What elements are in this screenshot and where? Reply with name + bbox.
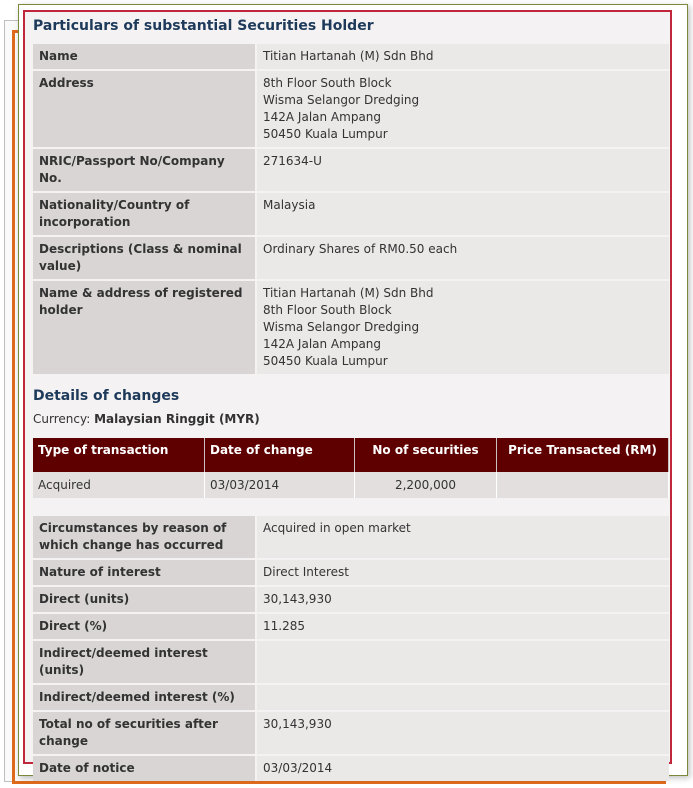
detail-value-line: Wisma Selangor Dredging — [263, 320, 420, 334]
detail-value-line: 142A Jalan Ampang — [263, 337, 382, 351]
col-header-price: Price Transacted (RM) — [497, 438, 669, 472]
detail-value-line: Malaysia — [263, 198, 316, 212]
detail-value-line: 50450 Kuala Lumpur — [263, 354, 388, 368]
currency-label: Currency: — [33, 412, 91, 426]
detail-label: Indirect/deemed interest (%) — [33, 685, 255, 710]
detail-value — [255, 641, 669, 683]
detail-value-line: Ordinary Shares of RM0.50 each — [263, 242, 458, 256]
particulars-table — [33, 42, 669, 376]
detail-label: Address — [33, 71, 255, 147]
detail-value-line: 50450 Kuala Lumpur — [263, 127, 388, 141]
change-details-table — [33, 514, 669, 783]
detail-label: Date of notice — [33, 756, 255, 781]
detail-row — [33, 560, 669, 585]
detail-row — [33, 641, 669, 683]
detail-label: Nature of interest — [33, 560, 255, 585]
detail-row — [33, 516, 669, 558]
announcement-panel — [23, 10, 672, 775]
detail-value-line: Acquired in open market — [263, 521, 411, 535]
detail-row — [33, 614, 669, 639]
detail-row — [33, 193, 669, 235]
detail-value — [255, 756, 669, 781]
detail-value-line: 142A Jalan Ampang — [263, 110, 382, 124]
detail-value-line: Titian Hartanah (M) Sdn Bhd — [263, 49, 434, 63]
particulars-heading: Particulars of substantial Securities Holder — [33, 18, 374, 34]
detail-label: Name & address of registered holder — [33, 281, 255, 374]
detail-value — [255, 614, 669, 639]
table-row — [33, 472, 669, 498]
detail-row — [33, 281, 669, 374]
detail-row — [33, 756, 669, 781]
transactions-table — [33, 438, 669, 498]
detail-value-line: 11.285 — [263, 619, 305, 633]
detail-value-line: 30,143,930 — [263, 717, 332, 731]
detail-value — [255, 712, 669, 754]
detail-value-line: Direct Interest — [263, 565, 349, 579]
cell-type: Acquired — [33, 472, 205, 498]
detail-label: Direct (%) — [33, 614, 255, 639]
detail-label: Name — [33, 44, 255, 69]
detail-value-line: Wisma Selangor Dredging — [263, 93, 420, 107]
col-header-date: Date of change — [205, 438, 355, 472]
currency-line — [33, 412, 668, 426]
detail-label: Circumstances by reason of which change has occurred — [33, 516, 255, 558]
detail-label: NRIC/Passport No/Company No. — [33, 149, 255, 191]
detail-value-line: 03/03/2014 — [263, 761, 333, 775]
detail-label: Descriptions (Class & nominal value) — [33, 237, 255, 279]
detail-value — [255, 71, 669, 147]
detail-row — [33, 71, 669, 147]
col-header-securities: No of securities — [355, 438, 497, 472]
detail-value — [255, 685, 669, 710]
cell-price — [497, 472, 669, 498]
detail-label: Indirect/deemed interest (units) — [33, 641, 255, 683]
detail-row — [33, 44, 669, 69]
currency-value: Malaysian Ringgit (MYR) — [94, 412, 260, 426]
detail-value — [255, 237, 669, 279]
detail-value — [255, 193, 669, 235]
detail-value — [255, 44, 669, 69]
detail-value — [255, 149, 669, 191]
detail-value — [255, 560, 669, 585]
details-heading: Details of changes — [33, 388, 180, 404]
detail-value-line: Titian Hartanah (M) Sdn Bhd — [263, 286, 434, 300]
detail-value-line: 8th Floor South Block — [263, 303, 392, 317]
detail-row — [33, 149, 669, 191]
detail-value — [255, 587, 669, 612]
detail-row — [33, 712, 669, 754]
cell-date: 03/03/2014 — [205, 472, 355, 498]
detail-row — [33, 587, 669, 612]
detail-value-line: 30,143,930 — [263, 592, 332, 606]
detail-value — [255, 516, 669, 558]
col-header-type: Type of transaction — [33, 438, 205, 472]
detail-label: Total no of securities after change — [33, 712, 255, 754]
detail-value — [255, 281, 669, 374]
detail-value-line: 8th Floor South Block — [263, 76, 392, 90]
detail-label: Nationality/Country of incorporation — [33, 193, 255, 235]
detail-row — [33, 685, 669, 710]
detail-label: Direct (units) — [33, 587, 255, 612]
cell-securities: 2,200,000 — [355, 472, 497, 498]
detail-row — [33, 237, 669, 279]
detail-value-line: 271634-U — [263, 154, 322, 168]
